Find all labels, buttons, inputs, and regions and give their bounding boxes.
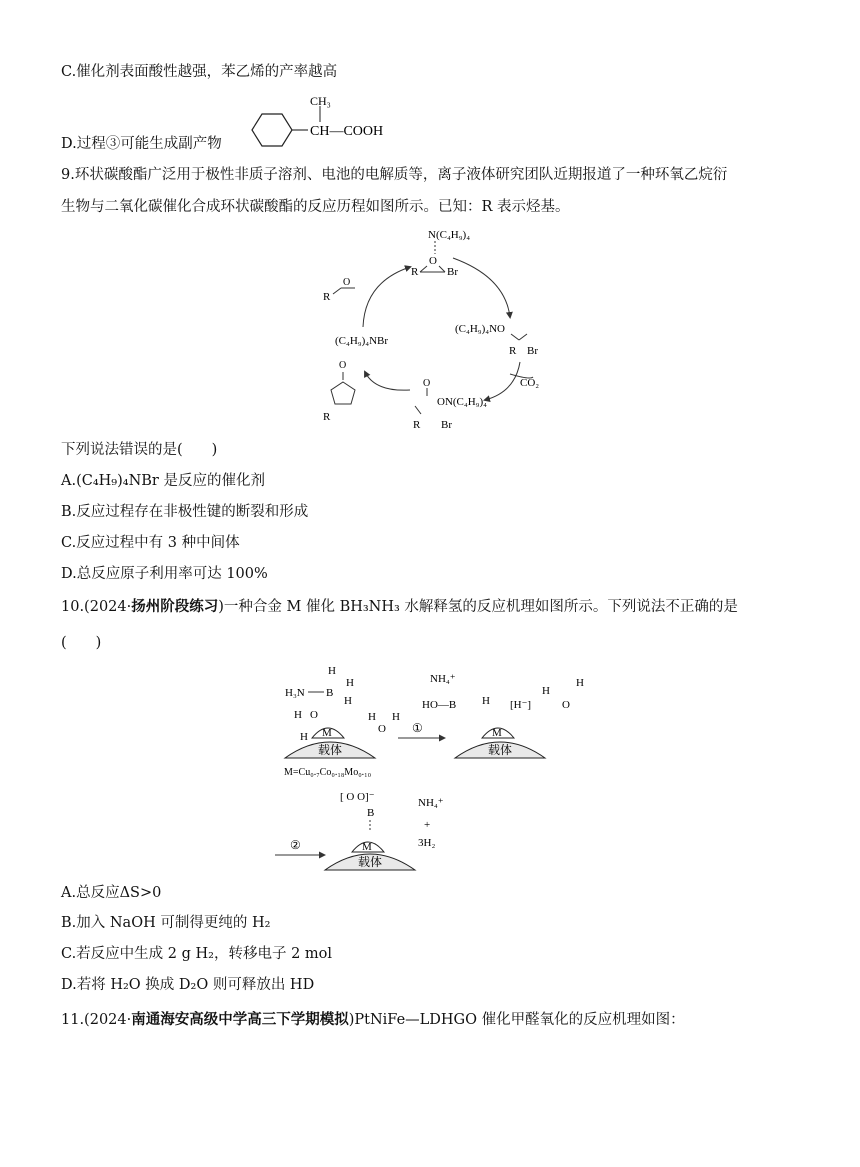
q10-nh4-2: NH₄⁺ <box>418 797 444 809</box>
q9-right-r: R <box>509 345 517 357</box>
q9-right-group: (C₄H₉)₄NO <box>455 323 505 335</box>
q9-top-br: Br <box>447 266 458 278</box>
q9-option-b: B.反应过程存在非极性键的断裂和形成 <box>61 504 309 520</box>
q9-top-r: R <box>411 266 419 278</box>
q11-stem-rest: )PtNiFe—LDHGO 催化甲醛氧化的反应机理如图： <box>348 1012 685 1028</box>
svg-text:H₃N: H₃N <box>285 687 305 699</box>
svg-text:H: H <box>328 665 336 677</box>
q9-product-o: O <box>339 360 347 371</box>
q11-stem <box>61 1010 685 1030</box>
svg-text:B: B <box>326 687 334 699</box>
q10-option-a: A.总反应ΔS>0 <box>61 885 162 901</box>
q9-stem-line1: 9.环状碳酸酯广泛用于极性非质子溶剂、电池的电解质等，离子液体研究团队近期报道了一种环氧乙烷衍 <box>61 167 728 183</box>
q9-co2: CO₂ <box>520 377 540 389</box>
q8-byproduct-structure <box>240 92 410 154</box>
q10-formula: M=Cu₀.₇Co₀.₁₈Mo₀.₁₀ <box>284 767 372 778</box>
q9-top-group: N(C₄H₉)₄ <box>428 229 471 241</box>
svg-text:H: H <box>346 677 354 689</box>
q10-option-d: D.若将 H₂O 换成 D₂O 则可释放出 HD <box>61 977 315 993</box>
svg-text:O: O <box>310 709 318 721</box>
q9-right-br: Br <box>527 345 538 357</box>
svg-text:[ O O]⁻: [ O O]⁻ <box>340 791 375 803</box>
q10-h2: 3H₂ <box>418 837 436 849</box>
q9-bottom-r: R <box>413 419 421 431</box>
svg-text:H: H <box>482 695 490 707</box>
q8-option-c: C.催化剂表面酸性越强，苯乙烯的产率越高 <box>61 64 338 80</box>
q10-option-b: B.加入 NaOH 可制得更纯的 H₂ <box>61 915 271 931</box>
svg-text:H: H <box>300 731 308 743</box>
q9-reaction-cycle-diagram <box>315 222 555 432</box>
svg-text:H: H <box>542 685 550 697</box>
q9-top-o: O <box>429 255 437 267</box>
q10-step1: ① <box>412 721 423 735</box>
svg-text:O: O <box>378 723 386 735</box>
q10-nh4-1: NH₄⁺ <box>430 673 456 685</box>
q9-bottom-o: O <box>423 378 431 389</box>
q9-bottom-group: ON(C₄H₉)₄ <box>437 396 487 408</box>
svg-text:HO—B: HO—B <box>422 699 457 711</box>
q10-hminus: [H⁻] <box>510 699 532 711</box>
q9-bottom-br: Br <box>441 419 452 431</box>
q10-mechanism-diagram <box>270 660 600 875</box>
q10-step2: ② <box>290 838 301 852</box>
q10-paren: ( ) <box>61 635 102 651</box>
svg-text:H: H <box>344 695 352 707</box>
q10-stem <box>61 597 738 617</box>
q8-option-d: D.过程③可能生成副产物 <box>61 136 222 152</box>
q9-option-d: D.总反应原子利用率可达 100% <box>61 566 268 582</box>
q11-source: 南通海安高级中学高三下学期模拟 <box>131 1012 349 1028</box>
q9-epoxide-o: O <box>343 277 351 288</box>
q9-option-a: A.(C₄H₉)₄NBr 是反应的催化剂 <box>61 473 265 489</box>
svg-text:H: H <box>294 709 302 721</box>
svg-text:H: H <box>392 711 400 723</box>
q8-ch3-label: CH₃ <box>310 94 331 108</box>
q10-support-1: 载体 <box>318 743 343 757</box>
q10-support-3: 载体 <box>358 855 383 869</box>
q10-metal-2: M <box>492 727 502 739</box>
q11-prefix: 11.(2024· <box>61 1012 132 1028</box>
q8-chain-label: CH—COOH <box>310 124 384 139</box>
q10-option-c: C.若反应中生成 2 g H₂，转移电子 2 mol <box>61 946 333 962</box>
q10-prefix: 10.(2024· <box>61 599 132 615</box>
q10-metal-3: M <box>362 841 372 853</box>
svg-text:H: H <box>368 711 376 723</box>
q9-stem-line2: 生物与二氧化碳催化合成环状碳酸酯的反应历程如图所示。已知：R 表示烃基。 <box>61 199 570 215</box>
q10-metal-1: M <box>322 727 332 739</box>
q9-option-c: C.反应过程中有 3 种中间体 <box>61 535 240 551</box>
q9-product-r: R <box>323 411 331 423</box>
q9-epoxide-r: R <box>323 291 331 303</box>
svg-text:O: O <box>562 699 570 711</box>
svg-text:B: B <box>367 807 375 819</box>
q10-plus: + <box>424 819 431 831</box>
q9-catalyst-label: (C₄H₉)₄NBr <box>335 335 389 347</box>
q10-stem-rest: )一种合金 M 催化 BH₃NH₃ 水解释氢的反应机理如图所示。下列说法不正确的是 <box>218 599 738 615</box>
svg-text:H: H <box>576 677 584 689</box>
q9-question: 下列说法错误的是( ) <box>61 442 218 458</box>
q10-support-2: 载体 <box>488 743 513 757</box>
q10-source: 扬州阶段练习 <box>131 599 219 615</box>
